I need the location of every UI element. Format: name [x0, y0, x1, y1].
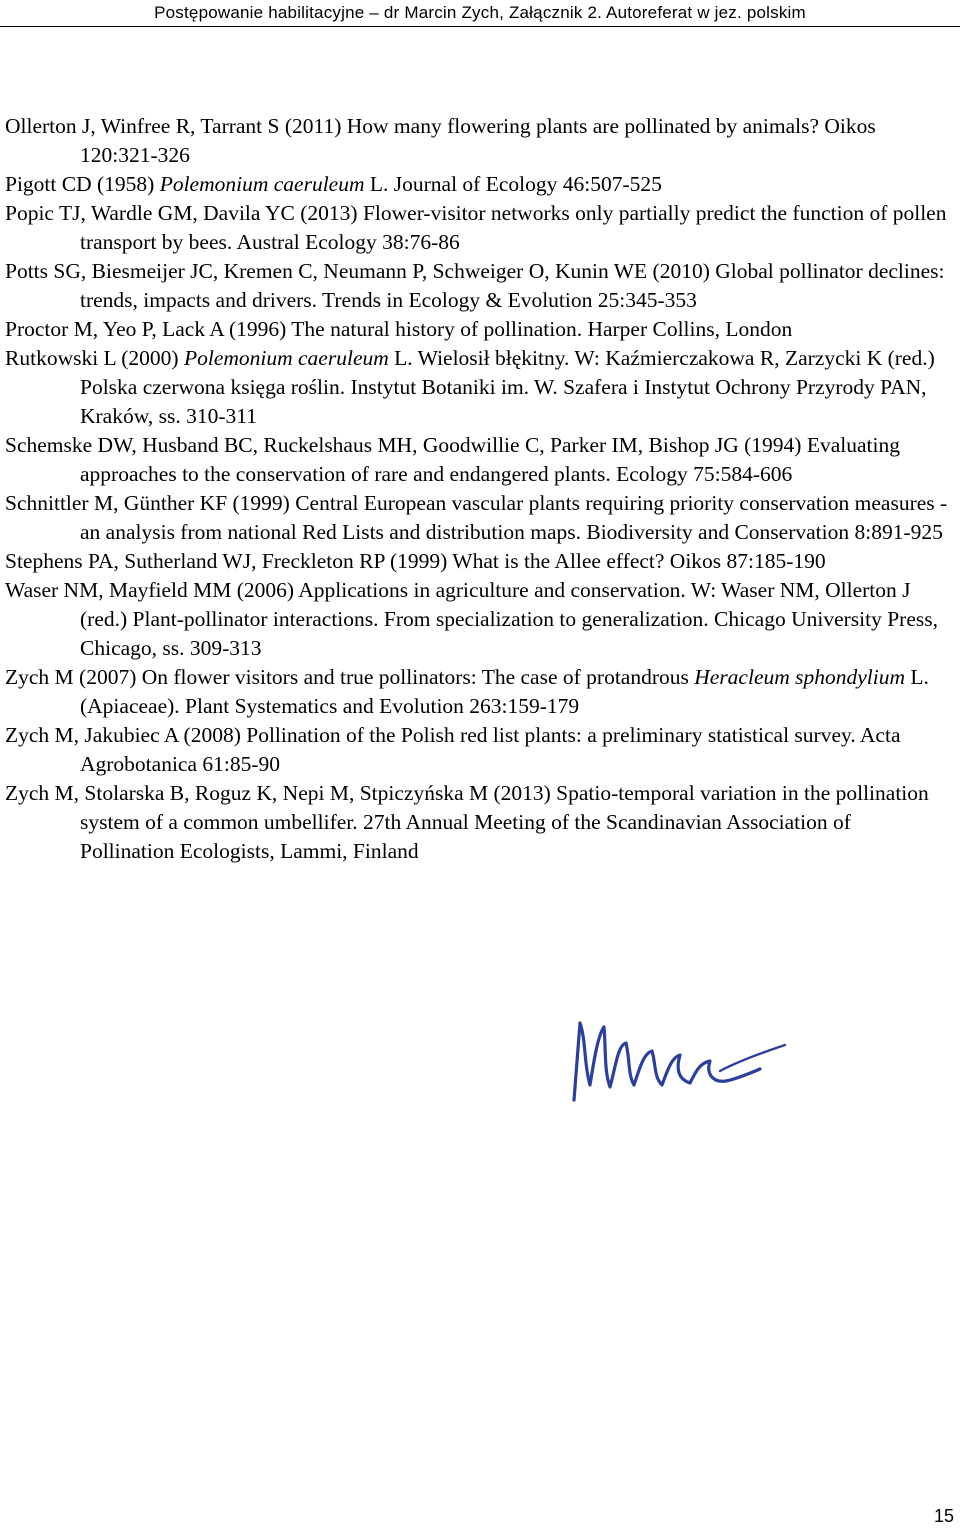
reference-text: Zych M, Stolarska B, Roguz K, Nepi M, Stpiczyńska M (2013) Spatio-temporal variation in the pollination system of a common umbellifer. 27th Annual Meeting of the Scandinavian Association of Pollination Ecologists, Lammi, Finland	[5, 781, 929, 863]
reference-text: Potts SG, Biesmeijer JC, Kremen C, Neumann P, Schweiger O, Kunin WE (2010) Global pollinator declines: trends, impacts and drivers. Trends in Ecology & Evolution 25:345-353	[5, 259, 945, 312]
reference-text: Zych M, Jakubiec A (2008) Pollination of the Polish red list plants: a preliminary statistical survey. Acta Agrobotanica 61:85-90	[5, 723, 901, 776]
reference-entry	[5, 663, 950, 721]
reference-entry	[5, 547, 950, 576]
reference-entry	[5, 431, 950, 489]
reference-text: Schnittler M, Günther KF (1999) Central European vascular plants requiring priority conservation measures - an analysis from national Red Lists and distribution maps. Biodiversity and Conservation 8:891-925	[5, 491, 948, 544]
reference-italic-text: Heracleum sphondylium	[694, 665, 906, 689]
reference-entry	[5, 721, 950, 779]
reference-entry	[5, 576, 950, 663]
reference-entry	[5, 779, 950, 866]
reference-text: Schemske DW, Husband BC, Ruckelshaus MH, Goodwillie C, Parker IM, Bishop JG (1994) Evaluating approaches to the conservation of rare and endangered plants. Ecology 75:584-606	[5, 433, 900, 486]
reference-entry	[5, 257, 950, 315]
reference-entry	[5, 199, 950, 257]
reference-text: Popic TJ, Wardle GM, Davila YC (2013) Flower-visitor networks only partially predict the function of pollen transport by bees. Austral Ecology 38:76-86	[5, 201, 947, 254]
reference-italic-text: Polemonium caeruleum	[159, 172, 365, 196]
reference-text: Pigott CD (1958)	[5, 172, 160, 196]
header-title: Postępowanie habilitacyjne – dr Marcin Zych, Załącznik 2. Autoreferat w jez. polskim	[154, 3, 806, 22]
page-number: 15	[933, 1506, 954, 1526]
reference-italic-text: Polemonium caeruleum	[183, 346, 389, 370]
reference-entry	[5, 315, 950, 344]
reference-text: Waser NM, Mayfield MM (2006) Applications in agriculture and conservation. W: Waser NM, Ollerton J (red.) Plant-pollinator interactions. From specialization to generalization. Chicago University Press, Chicago, ss. 309-313	[5, 578, 938, 660]
reference-entry	[5, 344, 950, 431]
reference-entry	[5, 489, 950, 547]
reference-entry	[5, 112, 950, 170]
reference-entry	[5, 170, 950, 199]
reference-text: Zych M (2007) On flower visitors and true pollinators: The case of protandrous	[5, 665, 695, 689]
reference-text: L. Journal of Ecology 46:507-525	[364, 172, 662, 196]
reference-text: Ollerton J, Winfree R, Tarrant S (2011) How many flowering plants are pollinated by animals? Oikos 120:321-326	[5, 114, 876, 167]
reference-text: Stephens PA, Sutherland WJ, Freckleton RP (1999) What is the Allee effect? Oikos 87:185-190	[5, 549, 826, 573]
reference-text: Rutkowski L (2000)	[5, 346, 184, 370]
reference-list	[5, 112, 950, 866]
signature-image	[560, 1005, 800, 1115]
reference-text: L. (Apiaceae). Plant Systematics and Evolution 263:159-179	[80, 665, 929, 718]
reference-text: Proctor M, Yeo P, Lack A (1996) The natural history of pollination. Harper Collins, London	[5, 317, 793, 341]
reference-text: L. Wielosił błękitny. W: Kaźmierczakowa R, Zarzycki K (red.) Polska czerwona księga roślin. Instytut Botaniki im. W. Szafera i Instytut Ochrony Przyrody PAN, Kraków, ss. 310-311	[80, 346, 935, 428]
page-header	[0, 0, 960, 27]
